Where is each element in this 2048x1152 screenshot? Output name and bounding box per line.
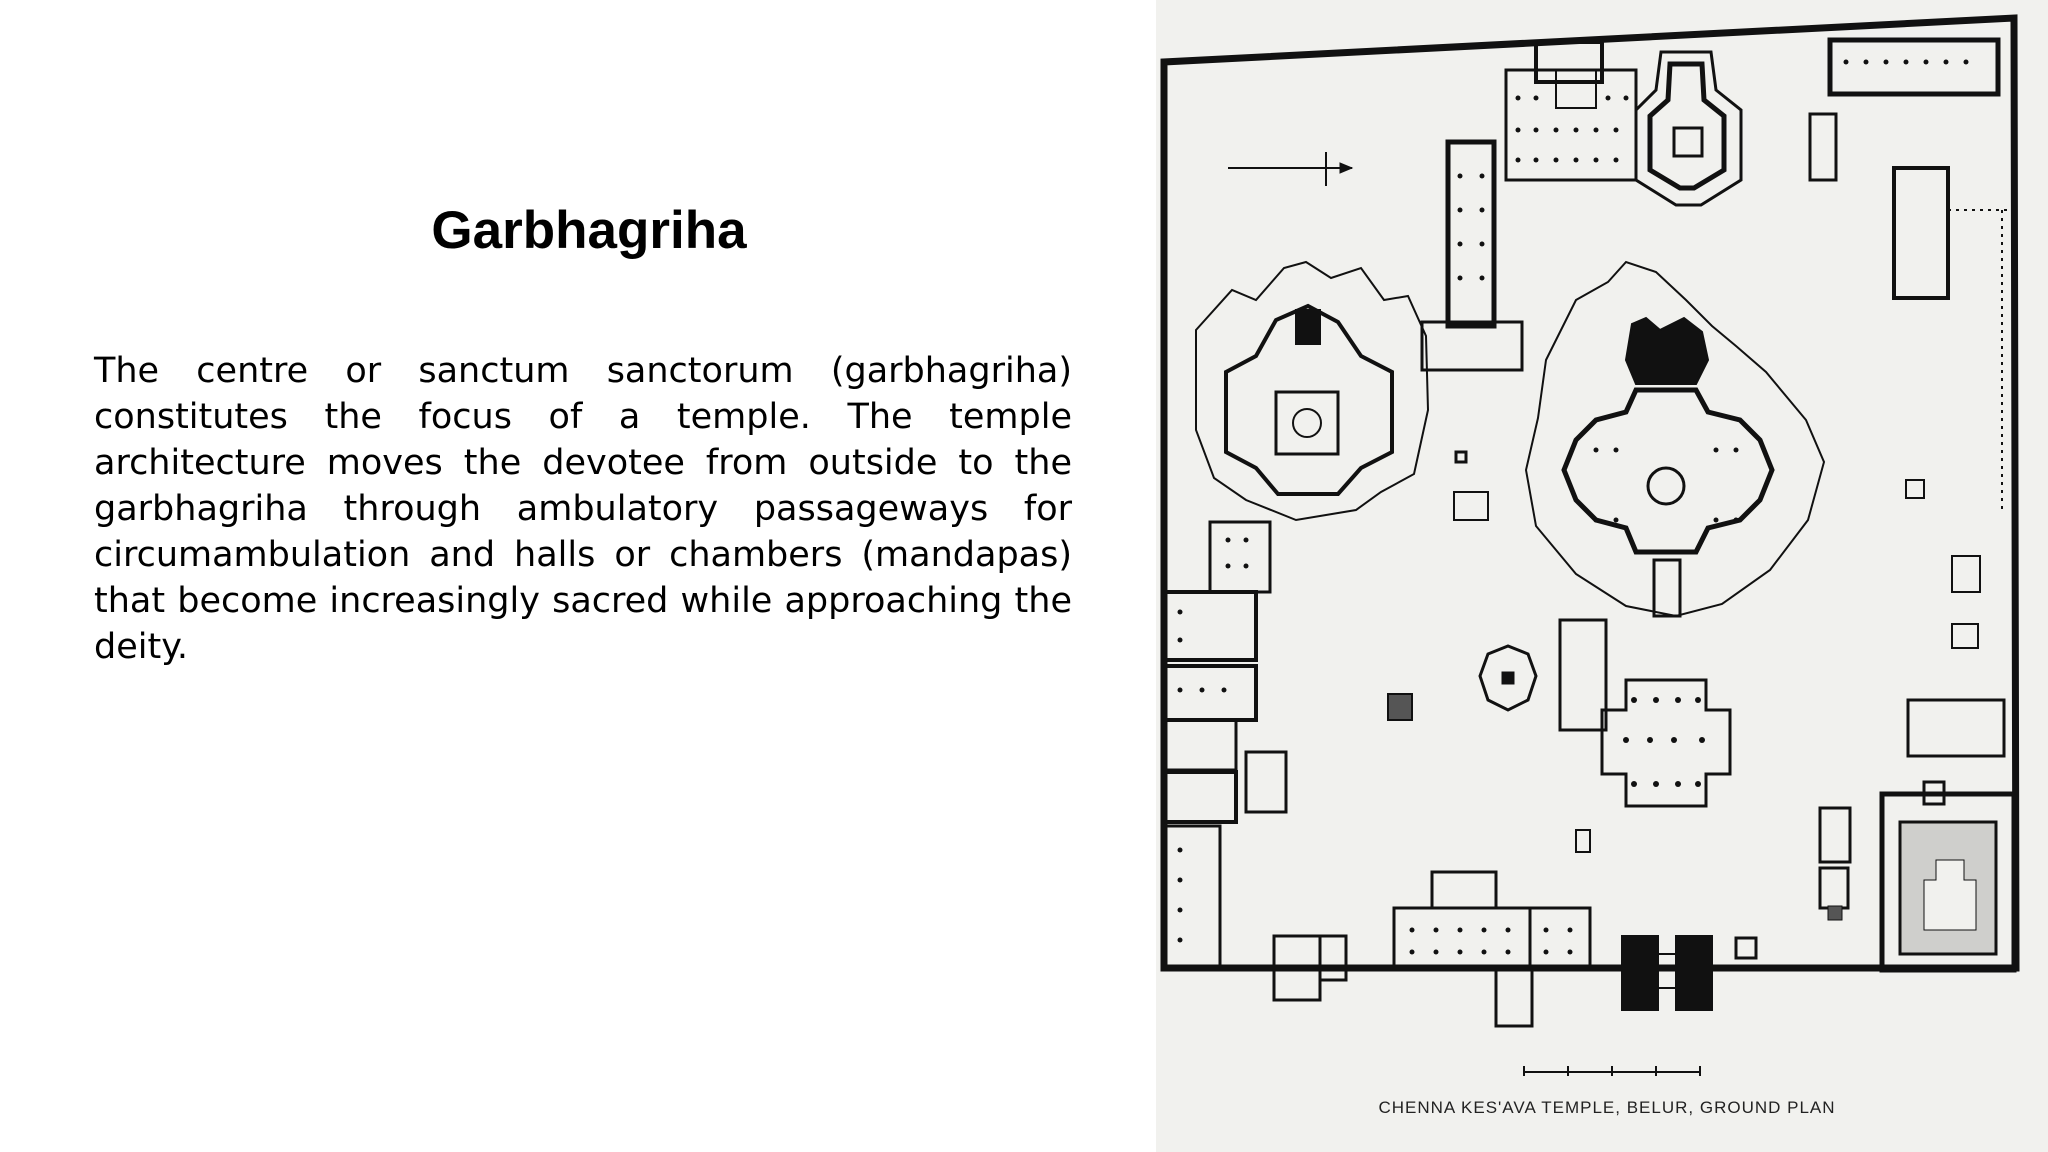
figure-caption: CHENNA KES'AVA TEMPLE, BELUR, GROUND PLAN [1378, 1098, 1836, 1117]
slide-title: Garbhagriha [431, 201, 747, 260]
ground-plan-drawing [1156, 0, 2048, 1090]
temple-ground-plan-figure [1156, 0, 2048, 1152]
slide-body-text: The centre or sanctum sanctorum (garbhagriha) constitutes the focus of a temple. The temple architecture moves the devotee from outside to the garbhagriha through ambulatory passageways for circumambulation and halls or chambers (mandapas) that become increasingly sacred while approaching the deity. [94, 351, 1072, 667]
